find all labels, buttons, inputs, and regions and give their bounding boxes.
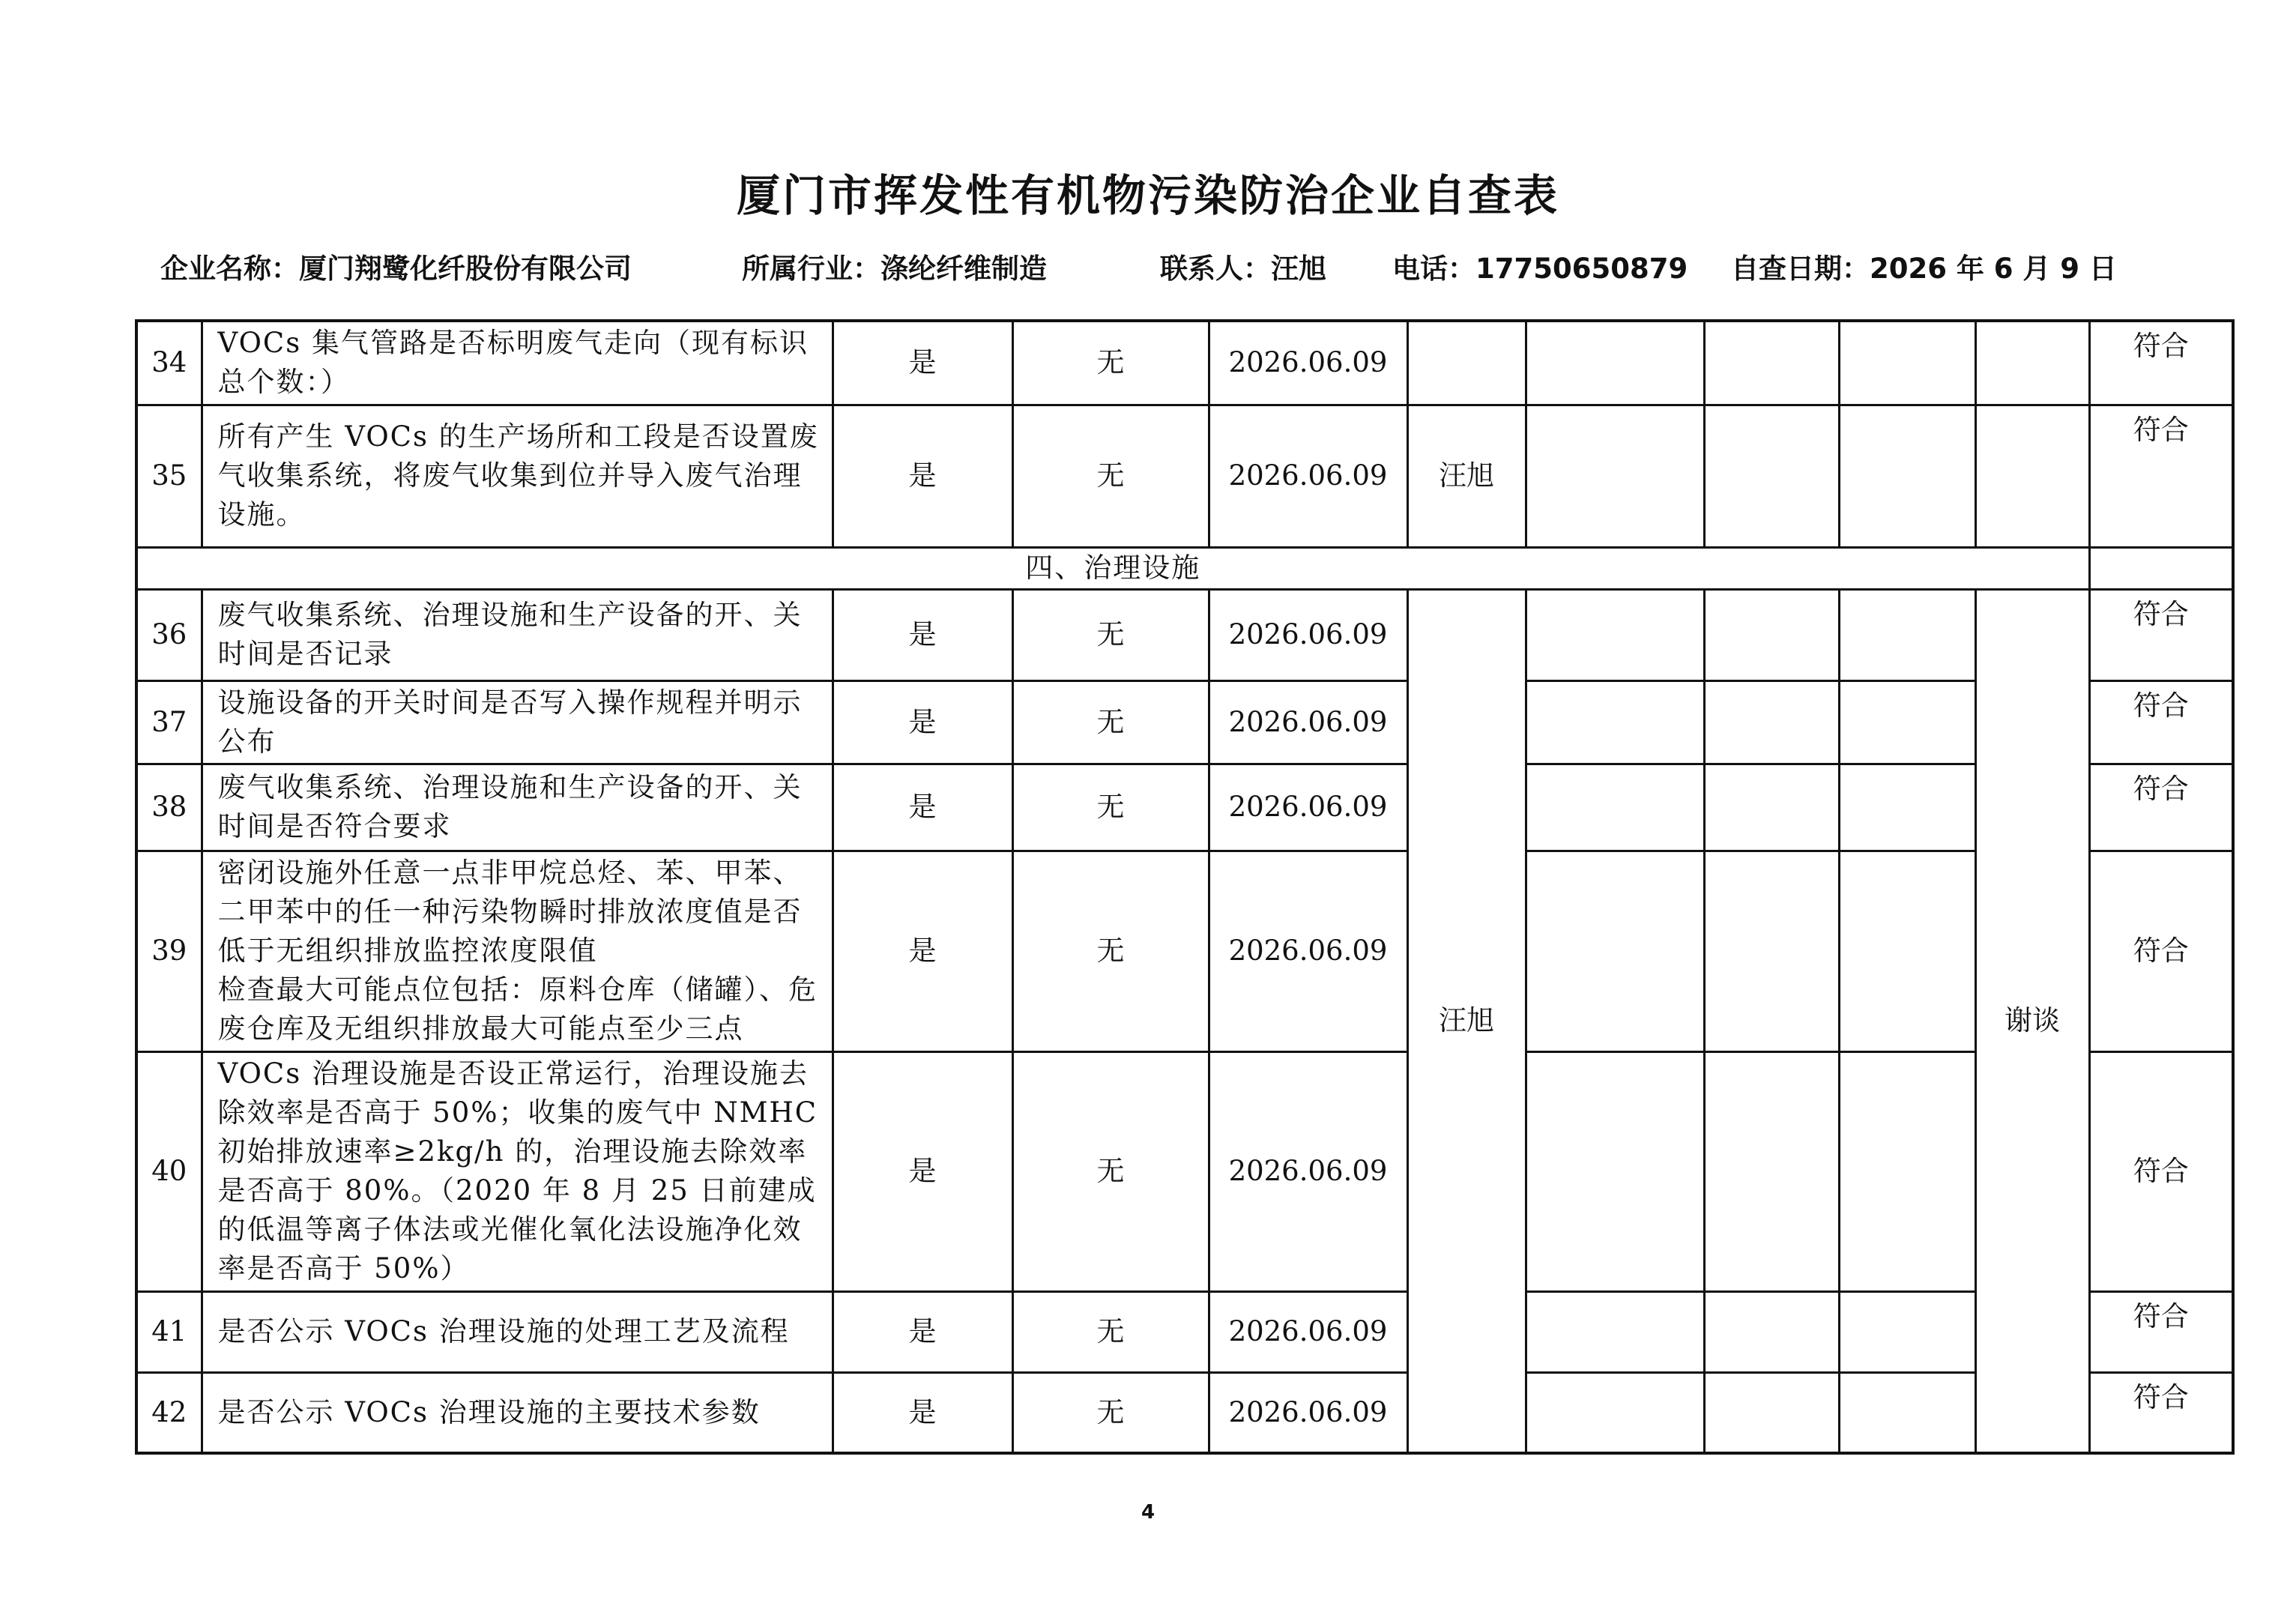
empty-cell: [1526, 1291, 1704, 1372]
empty-cell: [1704, 1291, 1839, 1372]
answer-cell: 是: [833, 851, 1012, 1051]
empty-cell: [1704, 764, 1839, 851]
check-date: 自查日期：2026 年 6 月 9 日: [1731, 253, 2117, 285]
issue-cell: 无: [1012, 1291, 1209, 1372]
check-item: 废气收集系统、治理设施和生产设备的开、关时间是否符合要求: [202, 764, 833, 851]
answer-cell: 是: [833, 1291, 1012, 1372]
empty-cell: [1526, 680, 1704, 764]
table-row: [136, 405, 2233, 547]
table-row: [136, 1372, 2233, 1453]
empty-cell: [1526, 405, 1704, 547]
date-cell: 2026.06.09: [1209, 1051, 1407, 1291]
result-cell: 符合: [2089, 405, 2233, 547]
check-item: 是否公示 VOCs 治理设施的主要技术参数: [202, 1372, 833, 1453]
empty-cell: [1704, 1051, 1839, 1291]
empty-cell: [1704, 1372, 1839, 1453]
checker-cell: [1407, 321, 1526, 405]
empty-cell: [1526, 764, 1704, 851]
answer-cell: 是: [833, 321, 1012, 405]
date-cell: 2026.06.09: [1209, 321, 1407, 405]
result-cell: 符合: [2089, 851, 2233, 1051]
date-cell: 2026.06.09: [1209, 405, 1407, 547]
result-cell: 符合: [2089, 321, 2233, 405]
answer-cell: 是: [833, 405, 1012, 547]
empty-cell: [1526, 1051, 1704, 1291]
table-row: [136, 764, 2233, 851]
empty-cell: [1526, 1372, 1704, 1453]
empty-cell: [1526, 851, 1704, 1051]
contact-person: 联系人：汪旭: [1160, 253, 1326, 285]
empty-cell: [1975, 321, 2089, 405]
table-row: [136, 851, 2233, 1051]
row-number: 38: [136, 764, 202, 851]
check-item: VOCs 集气管路是否标明废气走向（现有标识总个数：）: [202, 321, 833, 405]
empty-cell: [1704, 405, 1839, 547]
empty-cell: [1839, 589, 1975, 680]
empty-cell: [1526, 589, 1704, 680]
table-row: [136, 1051, 2233, 1291]
empty-cell: [1975, 405, 2089, 547]
issue-cell: 无: [1012, 764, 1209, 851]
date-cell: 2026.06.09: [1209, 764, 1407, 851]
empty-cell: [2089, 547, 2233, 589]
checker-cell: 汪旭: [1407, 405, 1526, 547]
result-cell: 符合: [2089, 1372, 2233, 1453]
empty-cell: [1526, 321, 1704, 405]
table-row: [136, 589, 2233, 680]
check-item: 是否公示 VOCs 治理设施的处理工艺及流程: [202, 1291, 833, 1372]
issue-cell: 无: [1012, 851, 1209, 1051]
result-cell: 符合: [2089, 680, 2233, 764]
result-cell: 符合: [2089, 1051, 2233, 1291]
row-number: 39: [136, 851, 202, 1051]
table-row: [136, 321, 2233, 405]
check-item: 设施设备的开关时间是否写入操作规程并明示公布: [202, 680, 833, 764]
table-row: [136, 680, 2233, 764]
section-title: 四、治理设施: [136, 547, 2089, 589]
row-number: 41: [136, 1291, 202, 1372]
empty-cell: [1839, 764, 1975, 851]
empty-cell: [1704, 680, 1839, 764]
issue-cell: 无: [1012, 680, 1209, 764]
answer-cell: 是: [833, 1051, 1012, 1291]
row-number: 36: [136, 589, 202, 680]
check-item: VOCs 治理设施是否设正常运行，治理设施去除效率是否高于 50%；收集的废气中 NMHC 初始排放速率≥2kg/h 的，治理设施去除效率是否高于 80%。（2020 年 8 月 25 日前建成的低温等离子体法或光催化氧化法设施净化效率是否高于 50%）: [202, 1051, 833, 1291]
date-cell: 2026.06.09: [1209, 851, 1407, 1051]
empty-cell: [1839, 851, 1975, 1051]
answer-cell: 是: [833, 680, 1012, 764]
empty-cell: [1839, 680, 1975, 764]
issue-cell: 无: [1012, 1372, 1209, 1453]
company-name: 企业名称：厦门翔鹭化纤股份有限公司: [160, 253, 632, 285]
page-title: 厦门市挥发性有机物污染防治企业自查表: [736, 170, 1559, 221]
date-cell: 2026.06.09: [1209, 589, 1407, 680]
empty-cell: [1839, 405, 1975, 547]
empty-cell: [1704, 321, 1839, 405]
issue-cell: 无: [1012, 321, 1209, 405]
method-group-cell: 谢谈: [1975, 589, 2089, 1453]
phone-number: 电话：17750650879: [1392, 253, 1688, 285]
checker-group-cell: 汪旭: [1407, 589, 1526, 1453]
industry-label: 所属行业：涤纶纤维制造: [742, 253, 1047, 285]
empty-cell: [1839, 1291, 1975, 1372]
empty-cell: [1839, 1051, 1975, 1291]
issue-cell: 无: [1012, 589, 1209, 680]
date-cell: 2026.06.09: [1209, 1372, 1407, 1453]
check-item: 密闭设施外任意一点非甲烷总烃、苯、甲苯、二甲苯中的任一种污染物瞬时排放浓度值是否低于无组织排放监控浓度限值 检查最大可能点位包括：原料仓库（储罐）、危废仓库及无组织排放最大可能点至少三点: [202, 851, 833, 1051]
check-item: 所有产生 VOCs 的生产场所和工段是否设置废气收集系统，将废气收集到位并导入废气治理设施。: [202, 405, 833, 547]
date-cell: 2026.06.09: [1209, 1291, 1407, 1372]
row-number: 35: [136, 405, 202, 547]
row-number: 37: [136, 680, 202, 764]
empty-cell: [1839, 321, 1975, 405]
row-number: 42: [136, 1372, 202, 1453]
date-cell: 2026.06.09: [1209, 680, 1407, 764]
empty-cell: [1704, 589, 1839, 680]
answer-cell: 是: [833, 764, 1012, 851]
table-row: [136, 1291, 2233, 1372]
row-number: 34: [136, 321, 202, 405]
page-number: 4: [1141, 1501, 1155, 1524]
result-cell: 符合: [2089, 764, 2233, 851]
answer-cell: 是: [833, 1372, 1012, 1453]
issue-cell: 无: [1012, 405, 1209, 547]
answer-cell: 是: [833, 589, 1012, 680]
issue-cell: 无: [1012, 1051, 1209, 1291]
empty-cell: [1839, 1372, 1975, 1453]
section-row: [136, 547, 2233, 589]
empty-cell: [1704, 851, 1839, 1051]
result-cell: 符合: [2089, 589, 2233, 680]
row-number: 40: [136, 1051, 202, 1291]
result-cell: 符合: [2089, 1291, 2233, 1372]
self-check-table: [135, 319, 2235, 1455]
check-item: 废气收集系统、治理设施和生产设备的开、关时间是否记录: [202, 589, 833, 680]
